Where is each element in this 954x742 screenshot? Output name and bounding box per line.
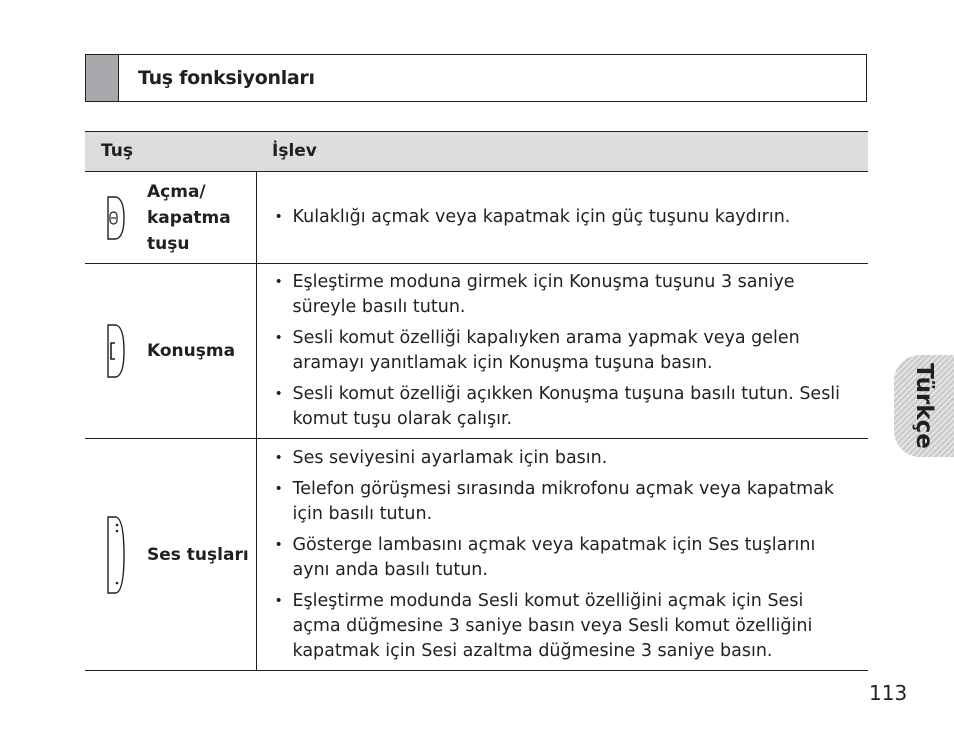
key-name: Açma/ kapatma tuşu	[147, 181, 231, 254]
section-title: Tuş fonksiyonları	[138, 67, 315, 89]
list-item: • Ses seviyesini ayarlamak için basın.	[271, 446, 857, 471]
power-slide-key-icon	[85, 195, 147, 241]
function-cell	[256, 264, 868, 439]
list-item: • Sesli komut özelliği kapalıyken arama yapmak veya gelen aramayı yanıtlamak için Konuşma tuşuna basın.	[271, 326, 857, 376]
list-item: • Gösterge lambasını açmak veya kapatmak için Ses tuşlarını aynı anda basılı tutun.	[271, 533, 857, 583]
list-item: • Eşleştirme modunda Sesli komut özelliğini açmak için Sesi açma düğmesine 3 saniye basın veya Sesli komut özelliğini kapatmak için Sesi azaltma düğmesine 3 saniye basın.	[271, 589, 857, 664]
list-item: • Sesli komut özelliği açıkken Konuşma tuşuna basılı tutun. Sesli komut tuşu olarak çalışır.	[271, 382, 857, 432]
table-header-row	[85, 132, 868, 172]
table-row	[85, 172, 868, 264]
list-item: • Eşleştirme moduna girmek için Konuşma tuşunu 3 saniye süreyle basılı tutun.	[271, 270, 857, 320]
key-functions-table	[85, 131, 868, 671]
list-item: • Kulaklığı açmak veya kapatmak için güç tuşunu kaydırın.	[271, 205, 857, 230]
header-key: Tuş	[85, 132, 256, 172]
list-item: • Telefon görüşmesi sırasında mikrofonu açmak veya kapatmak için basılı tutun.	[271, 477, 857, 527]
key-cell	[85, 264, 256, 439]
language-label: Türkçe	[911, 363, 937, 449]
function-cell	[256, 172, 868, 264]
table-row	[85, 439, 868, 671]
header-function: İşlev	[256, 132, 868, 172]
section-header	[85, 54, 867, 102]
table-row	[85, 264, 868, 439]
key-cell	[85, 172, 256, 264]
key-name: Ses tuşları	[147, 544, 249, 565]
language-side-tab	[894, 355, 954, 457]
volume-keys-icon	[85, 515, 147, 595]
section-header-tab	[86, 55, 119, 101]
key-name: Konuşma	[147, 341, 236, 361]
key-cell	[85, 439, 256, 671]
page-number: 113	[869, 681, 908, 705]
function-cell	[256, 439, 868, 671]
talk-key-icon	[85, 323, 147, 379]
